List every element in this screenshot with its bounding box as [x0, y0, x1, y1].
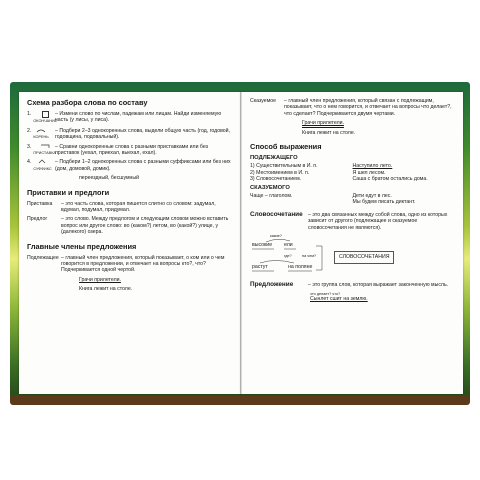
phrase-diagram: какие? высокие ели где? на чем? растут на поляне СЛОВОСОЧЕТАНИЯ — [250, 234, 455, 278]
list-item: 1) Существительным в И. п. — [250, 163, 318, 170]
right-page — [241, 92, 463, 394]
list-item: 2) Местоимением в И. п. — [250, 169, 310, 176]
section-title: Приставки и предлоги — [27, 187, 110, 197]
book-spine — [10, 395, 470, 405]
subheading: ПОДЛЕЖАЩЕГО — [250, 155, 298, 162]
definition-row: Предложение – это группа слов, которая выражает законченную мысль. — [250, 281, 449, 289]
predicate-way: Чаще – глаголом. Дети едут в лес. Мы будем писать диктант. — [250, 193, 455, 206]
example-sentence: Мы будем писать диктант. — [352, 199, 416, 206]
morpheme-example: переездный, бесшумный — [79, 175, 140, 182]
example-sentence: Книга лежит на столе. — [79, 286, 133, 293]
section-title: Схема разбора слова по составу — [27, 98, 148, 107]
ending-icon — [42, 111, 49, 118]
section-title: Главные члены предложения — [27, 241, 137, 251]
definition-row: Приставка – это часть слова, которая пишется слитно со словом: задумал, вдумал, подумал, придумал. — [27, 200, 216, 213]
example-sentence: Саша с братом остались дома. — [352, 176, 428, 183]
example-sentence: Сынлет сшит на землю. — [310, 296, 368, 303]
example-sentence: Книга лежит на столе. — [302, 129, 356, 136]
example-sentence: Наступило лето. — [352, 163, 393, 170]
subheading: СКАЗУЕМОГО — [250, 184, 290, 191]
phrase-box: СЛОВОСОЧЕТАНИЯ — [334, 251, 394, 263]
list-item: 3) Словосочетанием. — [250, 176, 302, 183]
morpheme-item: 3. ПРИСТАВКА – Сравни однокоренные слова с разными приставками или без приставок (уехал, приехал, выехал, ехал). — [27, 143, 208, 156]
definition-row: Сказуемое – главный член предложения, который связан с подлежащим, показывает, что о нем говорится, и отвечает на вопросы что делает?, что сделает? Подчеркивается двумя чертами. — [250, 98, 452, 117]
prefix-mark-icon — [40, 144, 50, 149]
morpheme-item: 4. СУФФИКС – Подбери 1–2 однокоренных слова с разными суффиксами или без них (дом, домовой, домик). — [27, 159, 231, 172]
question-label: что делает? что? — [310, 291, 341, 296]
left-page — [19, 92, 241, 394]
morpheme-item: 2. КОРЕНЬ – Подбери 2–3 однокоренных слова, выдели общую часть (год, годовой, годовщина, подовальный). — [27, 127, 231, 141]
example-sentence: Грачи прилетели. — [79, 276, 121, 283]
definition-row: Предлог – это слово. Между предлогом и следующим словом можно вставить вопрос или другое слово: во (каком?) летом, во (какой?) улице, у (далекого) озера. — [27, 216, 229, 236]
example-sentence: Дети едут в лес. — [352, 193, 392, 200]
example-sentence: Я шел лесом. — [352, 169, 386, 176]
example-sentence: Грачи прилетели. — [302, 120, 344, 127]
definition-row: Словосочетание – это два связанных между собой слова, одно из которых зависит от другого (подлежащее и сказуемое словосочетания не являются). — [250, 210, 448, 231]
root-arc-icon — [36, 128, 46, 133]
morpheme-item: 1. ОКОНЧАНИЕ – Измени слово по числам, падежам или лицам. Найди изменяемую часть (у лисы, у лиса). — [27, 111, 222, 124]
phrase-arrows — [250, 234, 340, 278]
suffix-mark-icon — [37, 159, 47, 164]
definition-row: Подлежащее – главный член предложения, который показывает, о ком или о чем говорится в предложении, и отвечает на вопросы кто?, что? Подчеркивается одной чертой. — [27, 254, 225, 274]
subject-way — [250, 163, 455, 182]
section-title: Способ выражения — [250, 142, 322, 152]
